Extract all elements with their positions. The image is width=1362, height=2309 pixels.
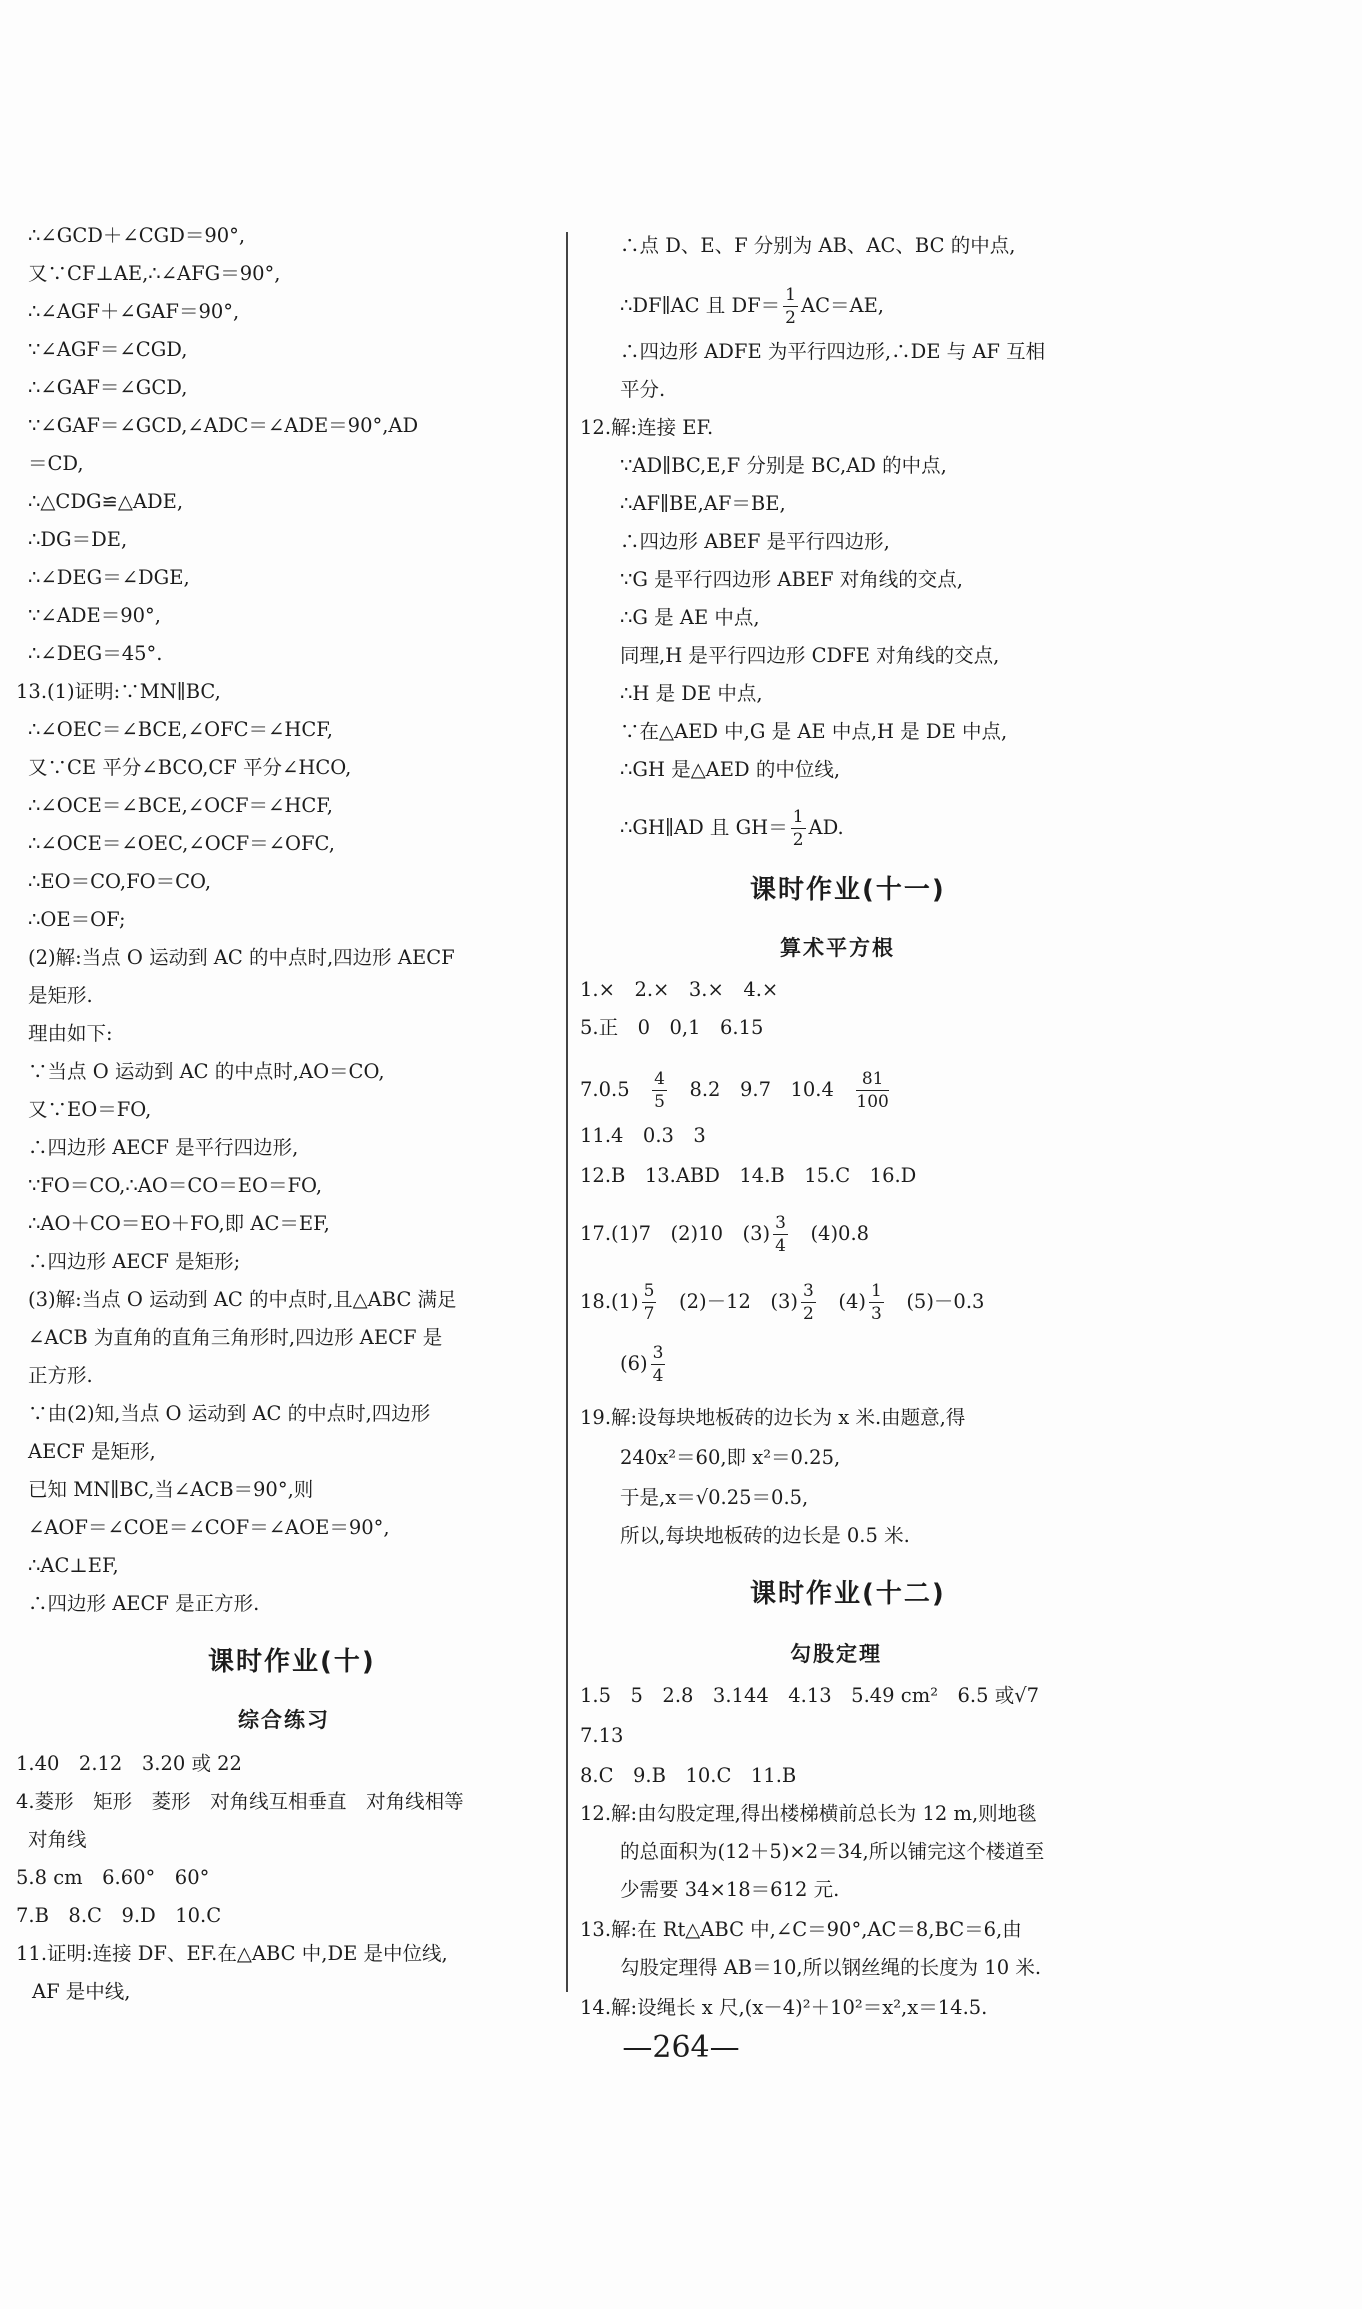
text-line: 240x²＝60,即 x²＝0.25, [620, 1446, 841, 1469]
text-line: 17.(1)7 (2)10 (3) $\frac{3}{4}$ (4)0.8 [580, 1213, 870, 1256]
text-line: ∴AO＋CO＝EO＋FO,即 AC＝EF, [28, 1212, 330, 1235]
text-line: ∴四边形 ADFE 为平行四边形,∴DE 与 AF 互相 [620, 340, 1046, 363]
text-line: 5.8 cm 6.60° 60° [16, 1866, 210, 1889]
fraction: $\frac{4}{5}$ [654, 1069, 665, 1112]
text-line: ∴四边形 ABEF 是平行四边形, [620, 530, 890, 553]
text-line: 所以,每块地板砖的边长是 0.5 米. [620, 1524, 910, 1547]
text-line: (3)解:当点 O 运动到 AC 的中点时,且△ABC 满足 [28, 1288, 457, 1311]
text-line: 于是,x＝√0.25＝0.5, [620, 1486, 809, 1509]
text-line: 正方形. [28, 1364, 93, 1387]
text-line: ∵在△AED 中,G 是 AE 中点,H 是 DE 中点, [620, 720, 1008, 743]
fraction: $\frac{1}{3}$ [870, 1281, 882, 1324]
page-number: —264— [622, 2030, 740, 2065]
text-line: 1.40 2.12 3.20 或 22 [16, 1752, 242, 1775]
text-line: ∴△CDG≌△ADE, [28, 490, 184, 513]
text-line: ∴∠DEG＝∠DGE, [28, 566, 190, 589]
text-line: ∴四边形 AECF 是平行四边形, [28, 1136, 299, 1159]
text-line: 又∵CF⊥AE,∴∠AFG＝90°, [28, 262, 281, 285]
text-line: 11.4 0.3 3 [580, 1124, 706, 1147]
text-line: ∴GH 是△AED 的中位线, [620, 758, 841, 781]
text-line: 少需要 34×18＝612 元. [620, 1878, 840, 1901]
fraction: $\frac{3}{2}$ [803, 1281, 814, 1324]
text-line: ∵FO＝CO,∴AO＝CO＝EO＝FO, [28, 1174, 323, 1197]
text-line: ∵由(2)知,当点 O 运动到 AC 的中点时,四边形 [28, 1402, 431, 1425]
section-heading: 课时作业(十一) [750, 875, 946, 905]
text-line: 已知 MN∥BC,当∠ACB＝90°,则 [28, 1478, 314, 1501]
column-divider [566, 232, 568, 1992]
text-line: ∵当点 O 运动到 AC 的中点时,AO＝CO, [28, 1060, 385, 1083]
text-line: 同理,H 是平行四边形 CDFE 对角线的交点, [620, 644, 1000, 667]
text-line: 又∵EO＝FO, [28, 1098, 152, 1121]
text-line: ∴四边形 AECF 是矩形; [28, 1250, 241, 1273]
text-line: ∴四边形 AECF 是正方形. [28, 1592, 260, 1615]
text-line: ∴∠OCE＝∠OEC,∠OCF＝∠OFC, [28, 832, 335, 855]
subsection-heading: 勾股定理 [790, 1642, 882, 1666]
fraction: $\frac{5}{7}$ [643, 1281, 655, 1324]
text-line: (6) $\frac{3}{4}$ [620, 1343, 664, 1386]
text-line: 平分. [620, 378, 666, 401]
text-line: ∵AD∥BC,E,F 分别是 BC,AD 的中点, [620, 454, 947, 477]
text-line: 12.解:由勾股定理,得出楼梯横前总长为 12 m,则地毯 [580, 1802, 1037, 1825]
text-line: 14.解:设绳长 x 尺,(x－4)²＋10²＝x²,x＝14.5. [580, 1996, 988, 2019]
text-line: ∴AF∥BE,AF＝BE, [620, 492, 786, 515]
text-line: ＝CD, [28, 452, 84, 475]
text-line: 5.正 0 0,1 6.15 [580, 1016, 764, 1039]
fraction: $\frac{1}{2}$ [792, 807, 804, 850]
text-line: 12.B 13.ABD 14.B 15.C 16.D [580, 1164, 917, 1187]
text-line: ∴∠OCE＝∠BCE,∠OCF＝∠HCF, [28, 794, 334, 817]
text-line: ∠AOF＝∠COE＝∠COF＝∠AOE＝90°, [28, 1516, 390, 1539]
text-line: 13.解:在 Rt△ABC 中,∠C＝90°,AC＝8,BC＝6,由 [580, 1918, 1022, 1941]
section-heading: 课时作业(十二) [750, 1579, 946, 1609]
text-line: ∴∠AGF＋∠GAF＝90°, [28, 300, 240, 323]
text-line: 7.B 8.C 9.D 10.C [16, 1904, 222, 1927]
text-line: AF 是中线, [32, 1980, 131, 2003]
text-line: ∴∠GCD＋∠CGD＝90°, [28, 224, 246, 247]
text-line: ∴G 是 AE 中点, [620, 606, 760, 629]
text-line: 又∵CE 平分∠BCO,CF 平分∠HCO, [28, 756, 352, 779]
section-heading: 课时作业(十) [208, 1647, 376, 1677]
text-line: 13.(1)证明:∵MN∥BC, [16, 680, 221, 703]
text-line: ∴∠GAF＝∠GCD, [28, 376, 188, 399]
text-line: ∴DF∥AC 且 DF＝ $\frac{1}{2}$ AC＝AE, [620, 285, 885, 328]
text-line: 8.C 9.B 10.C 11.B [580, 1764, 797, 1787]
text-line: ∠ACB 为直角的直角三角形时,四边形 AECF 是 [28, 1326, 443, 1349]
text-line: 11.证明:连接 DF、EF.在△ABC 中,DE 是中位线, [16, 1942, 448, 1965]
subsection-heading: 算术平方根 [780, 936, 895, 960]
text-line: 19.解:设每块地板砖的边长为 x 米.由题意,得 [580, 1406, 966, 1429]
fraction: $\frac{3}{4}$ [775, 1213, 786, 1256]
text-line: ∴H 是 DE 中点, [620, 682, 763, 705]
text-line: 4.菱形 矩形 菱形 对角线互相垂直 对角线相等 [16, 1790, 464, 1813]
text-line: ∵∠ADE＝90°, [28, 604, 161, 627]
text-line: 理由如下: [28, 1022, 113, 1045]
text-line: ∴∠OEC＝∠BCE,∠OFC＝∠HCF, [28, 718, 334, 741]
text-line: 勾股定理得 AB＝10,所以钢丝绳的长度为 10 米. [620, 1956, 1042, 1979]
text-line: ∴GH∥AD 且 GH＝ $\frac{1}{2}$ AD. [620, 807, 844, 850]
subsection-heading: 综合练习 [238, 1708, 330, 1732]
fraction: $\frac{81}{100}$ [856, 1069, 889, 1112]
text-line: 是矩形. [28, 984, 93, 1007]
text-line: 1.5 5 2.8 3.144 4.13 5.49 cm² 6.5 或√7 [580, 1684, 1040, 1707]
text-line: ∵∠AGF＝∠CGD, [28, 338, 188, 361]
text-line: 对角线 [28, 1828, 87, 1851]
text-line: ∵G 是平行四边形 ABEF 对角线的交点, [620, 568, 963, 591]
text-line: (2)解:当点 O 运动到 AC 的中点时,四边形 AECF [28, 946, 455, 969]
text-line: 12.解:连接 EF. [580, 416, 714, 439]
text-line: AECF 是矩形, [28, 1440, 156, 1463]
text-line: ∴点 D、E、F 分别为 AB、AC、BC 的中点, [620, 234, 1016, 257]
fraction: $\frac{3}{4}$ [652, 1343, 664, 1386]
text-line: 的总面积为(12＋5)×2＝34,所以铺完这个楼道至 [620, 1840, 1045, 1863]
text-line: ∴DG＝DE, [28, 528, 128, 551]
text-line: ∴AC⊥EF, [28, 1554, 119, 1577]
text-line: ∴EO＝CO,FO＝CO, [28, 870, 212, 893]
text-line: 7.13 [580, 1724, 624, 1747]
text-line: 1.× 2.× 3.× 4.× [580, 978, 779, 1001]
text-line: 18.(1) $\frac{5}{7}$ (2)－12 (3) $\frac{3}{2}$ (4) $\frac{1}{3}$ (5)－0.3 [580, 1281, 985, 1324]
text-line: ∵∠GAF＝∠GCD,∠ADC＝∠ADE＝90°,AD [28, 414, 419, 437]
fraction: $\frac{1}{2}$ [785, 285, 796, 328]
text-line: 7.0.5 $\frac{4}{5}$ 8.2 9.7 10.4 $\frac{81}{100}$ [580, 1069, 889, 1112]
text-line: ∴∠DEG＝45°. [28, 642, 163, 665]
text-line: ∴OE＝OF; [28, 908, 126, 931]
